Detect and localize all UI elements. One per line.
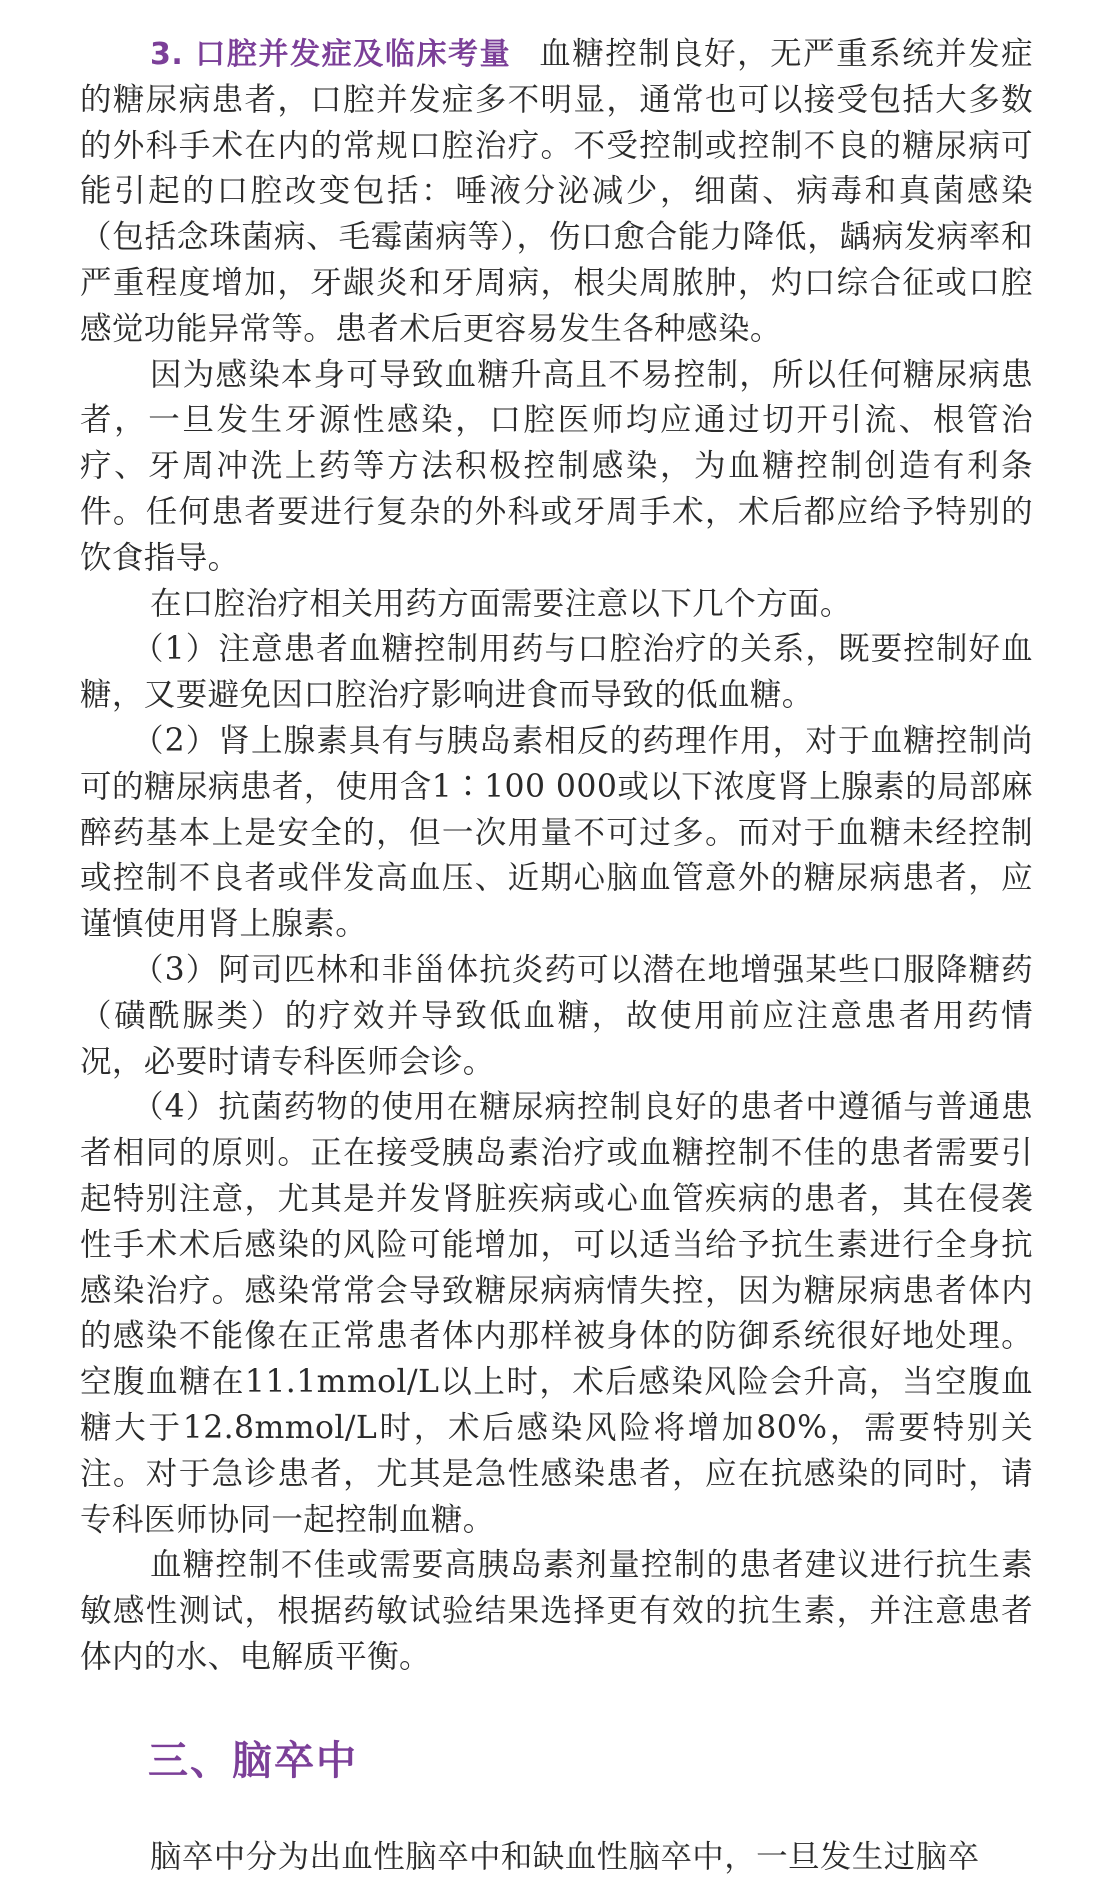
medication-intro-paragraph: 在口腔治疗相关用药方面需要注意以下几个方面。 [150,585,852,622]
section3-heading: 3. 口腔并发症及临床考量 [150,37,512,72]
section3-intro-text: 血糖控制良好，无严重系统并发症的糖尿病患者，口腔并发症多不明显，通常也可以接受包括大多数的外科手术在内的常规口腔治疗。不受控制或控制不良的糖尿病可能引起的口腔改变包括：唾液分泌减少，细菌、病毒和真菌感染（包括念珠菌病、毛霉菌病等），伤口愈合能力降低，龋病发病率和严重程度增加，牙龈炎和牙周病，根尖周脓肿，灼口综合征或口腔感觉功能异常等。患者术后更容易发生各种感染。 [80,36,1033,347]
stroke-intro-paragraph: 脑卒中分为出血性脑卒中和缺血性脑卒中，一旦发生过脑卒 [150,1838,980,1875]
infection-control-paragraph: 因为感染本身可导致血糖升高且不易控制，所以任何糖尿病患者，一旦发生牙源性感染，口腔医师均应通过切开引流、根管治疗、牙周冲洗上药等方法积极控制感染，为血糖控制创造有利条件。任何患者要进行复杂的外科或牙周手术，术后都应给予特别的饮食指导。 [80,356,1033,576]
medication-item-2: （2）肾上腺素具有与胰岛素相反的药理作用，对于血糖控制尚可的糖尿病患者，使用含1∶100 000或以下浓度肾上腺素的局部麻醉药基本上是安全的，但一次用量不可过多。而对于血糖未经控制或控制不良者或伴发高血压、近期心脑血管意外的糖尿病患者，应谨慎使用肾上腺素。 [80,722,1033,943]
antibiotic-test-paragraph: 血糖控制不佳或需要高胰岛素剂量控制的患者建议进行抗生素敏感性测试，根据药敏试验结果选择更有效的抗生素，并注意患者体内的水、电解质平衡。 [80,1547,1033,1675]
document-page [80,32,1033,1880]
medication-item-3: （3）阿司匹林和非甾体抗炎药可以潜在地增强某些口服降糖药（磺酰脲类）的疗效并导致低血糖，故使用前应注意患者用药情况，必要时请专科医师会诊。 [80,951,1033,1080]
stroke-section-heading: 三、脑卒中 [148,1736,358,1784]
medication-item-1: （1）注意患者血糖控制用药与口腔治疗的关系，既要控制好血糖，又要避免因口腔治疗影响进食而导致的低血糖。 [80,631,1033,714]
section3-intro-paragraph [80,32,1033,353]
medication-item-4: （4）抗菌药物的使用在糖尿病控制良好的患者中遵循与普通患者相同的原则。正在接受胰岛素治疗或血糖控制不佳的患者需要引起特别注意，尤其是并发肾脏疾病或心血管疾病的患者，其在侵袭性手术术后感染的风险可能增加，可以适当给予抗生素进行全身抗感染治疗。感染常常会导致糖尿病病情失控，因为糖尿病患者体内的感染不能像在正常患者体内那样被身体的防御系统很好地处理。空腹血糖在11.1mmol/L以上时，术后感染风险会升高，当空腹血糖大于12.8mmol/L时，术后感染风险将增加80%，需要特别关注。对于急诊患者，尤其是急性感染患者，应在抗感染的同时，请专科医师协同一起控制血糖。 [80,1089,1033,1538]
